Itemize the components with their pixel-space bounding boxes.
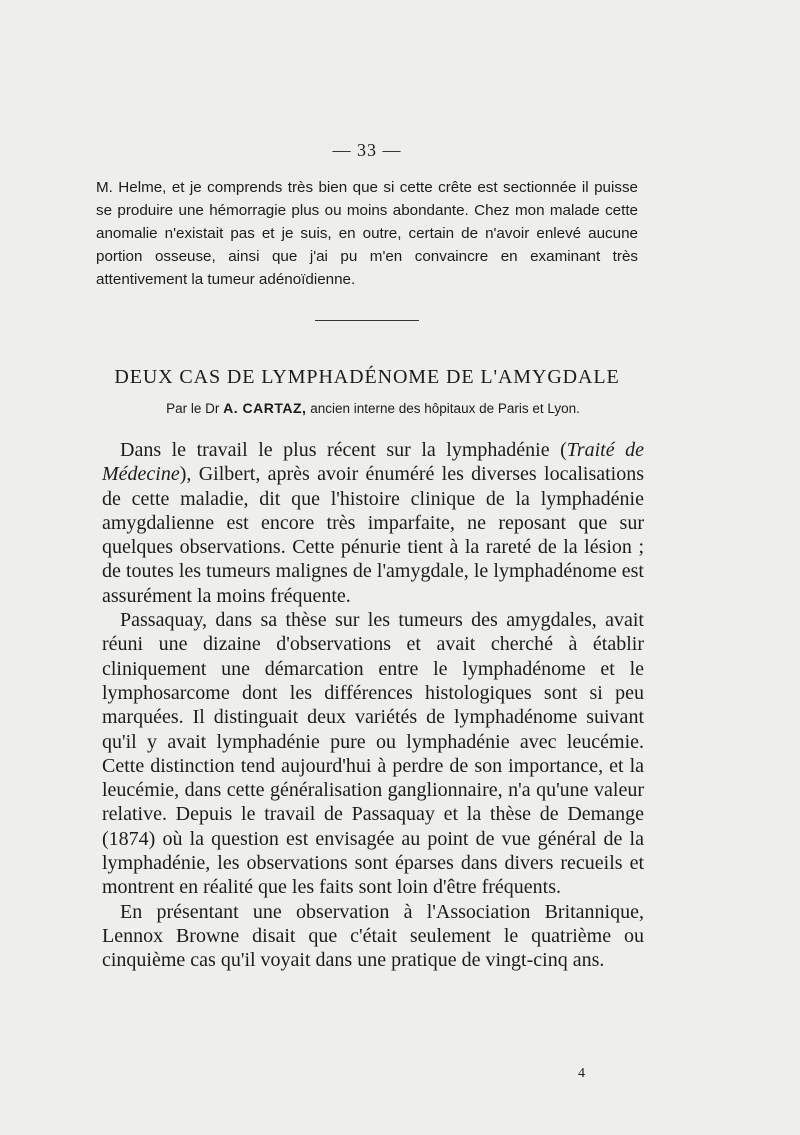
article-byline [0,400,746,416]
article-title: DEUX CAS DE LYMPHADÉNOME DE L'AMYGDALE [114,366,620,388]
section-divider [315,320,419,321]
carryover-paragraph [96,176,638,291]
paragraph-3: En présentant une observation à l'Association Britannique, Lennox Browne disait que c'était seulement le quatrième ou cinquième cas qu'il voyait dans une pratique de vingt-cinq ans. [102,900,644,972]
page-number: — 33 — [332,140,402,160]
article-body [102,438,644,973]
byline-author: A. CARTAZ, [223,400,307,416]
paragraph-2: Passaquay, dans sa thèse sur les tumeurs des amygdales, avait réuni une dizaine d'observations et avait cherché à établir cliniquement une démarcation entre le lymphadénome et le lymphosarcome dont les différences histologiques sont si peu marquées. Il distinguait deux variétés de lymphadénome suivant qu'il y avait lymphadénie pure ou lymphadénie avec leucémie. Cette distinction tend aujourd'hui à perdre de son importance, et la leucémie, dans cette généralisation ganglionnaire, n'a qu'une valeur relative. Depuis le travail de Passaquay et la thèse de Demange (1874) où la question est envisagée au point de vue général de la lymphadénie, les observations sont éparses dans divers recueils et montrent en réalité que les faits sont loin d'être fréquents. [102,609,644,899]
byline-prefix: Par le Dr [166,401,220,416]
paragraph-1-italic: Traité de Médecine [102,439,644,486]
carryover-text: M. Helme, et je comprends très bien que si cette crête est sectionnée il puisse se produire une hémorragie plus ou moins abondante. Chez mon malade cette anomalie n'existait pas et je suis, en outre, certain de n'avoir enlevé aucune portion osseuse, ainsi que j'ai pu m'en convaincre en examinant très attentivement la tumeur adénoïdienne. [96,179,638,288]
paragraph-1 [102,438,644,608]
byline-affiliation: ancien interne des hôpitaux de Paris et Lyon. [310,401,580,416]
paragraph-1-rest: ), Gilbert, après avoir énuméré les diverses localisations de cette maladie, dit que l'histoire clinique de la lymphadénie amygdalienne est encore très imparfaite, ne reposant que sur quelques observations. Cette pénurie tient à la rareté de la lésion ; de toutes les tumeurs malignes de l'amygdale, le lymphadénome est assurément la moins fréquente. [102,463,644,607]
signature-mark: 4 [578,1066,585,1081]
paragraph-1-lead: Dans le travail le plus récent sur la lymphadénie ( [120,439,567,461]
